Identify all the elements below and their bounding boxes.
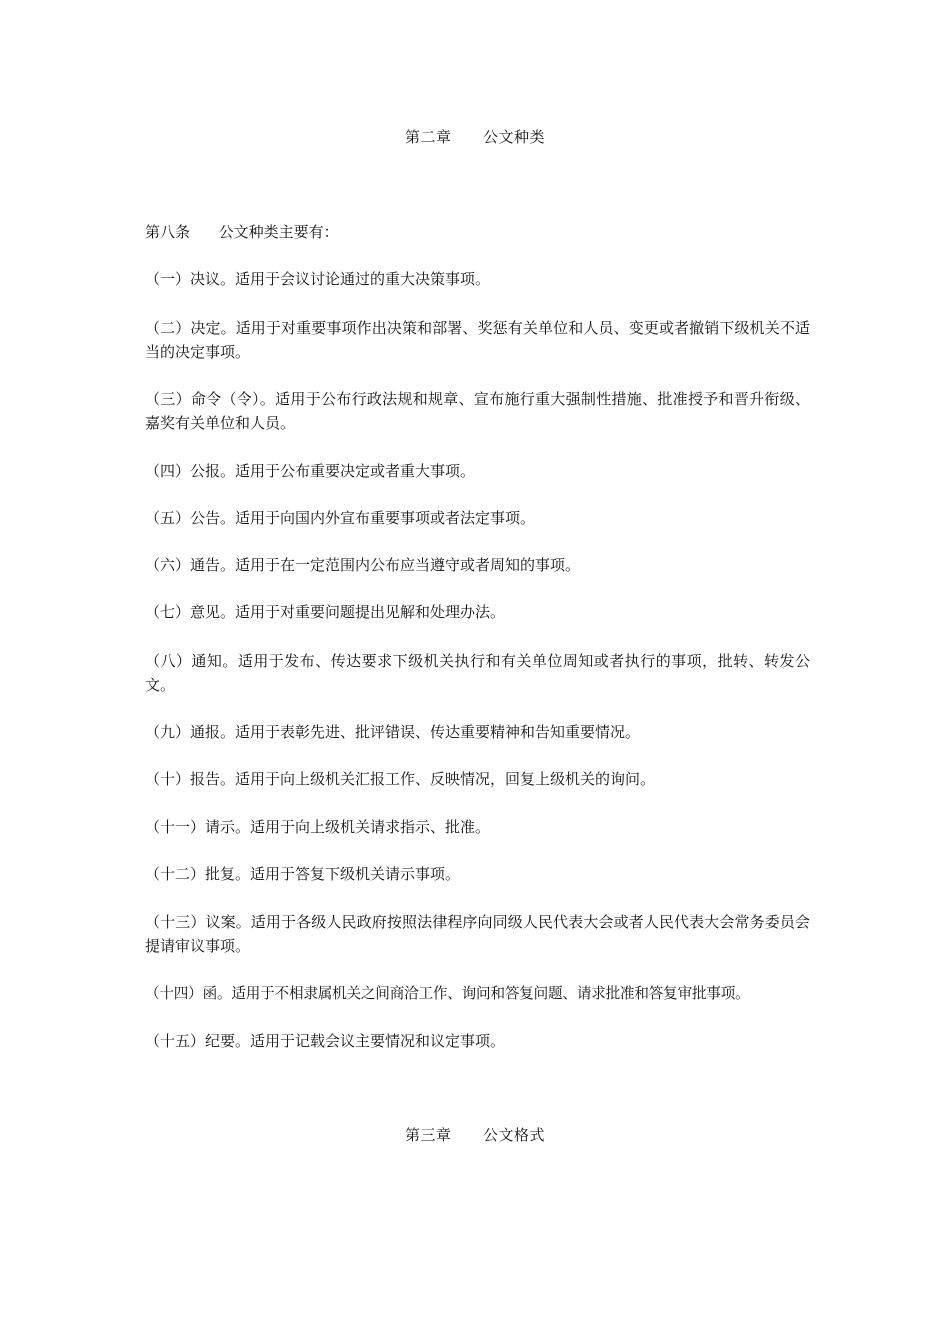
list-item-10: （十）报告。适用于向上级机关汇报工作、反映情况，回复上级机关的询问。	[145, 770, 656, 788]
list-item-3: （三）命令（令）。适用于公布行政法规和规章、宣布施行重大强制性措施、批准授予和晋升衔级、嘉奖有关单位和人员。	[145, 390, 810, 432]
list-item-15: （十五）纪要。适用于记载会议主要情况和议定事项。	[145, 1032, 506, 1050]
article-8-heading: 第八条 公文种类主要有：	[145, 223, 339, 241]
list-item-9: （九）通报。适用于表彰先进、批评错误、传达重要精神和告知重要情况。	[145, 723, 641, 741]
list-item-14: （十四）函。适用于不相隶属机关之间商洽工作、询问和答复问题、请求批准和答复审批事项。	[145, 985, 750, 1002]
list-item-12: （十二）批复。适用于答复下级机关请示事项。	[145, 865, 461, 883]
list-item-2: （二）决定。适用于对重要事项作出决策和部署、奖惩有关单位和人员、变更或者撤销下级机关不适当的决定事项。	[145, 319, 810, 361]
chapter-2-title: 第二章 公文种类	[404, 128, 546, 146]
list-item-6: （六）通告。适用于在一定范围内公布应当遵守或者周知的事项。	[145, 556, 581, 574]
list-item-13: （十三）议案。适用于各级人民政府按照法律程序向同级人民代表大会或者人民代表大会常务委员会提请审议事项。	[145, 913, 810, 955]
chapter-3-title: 第三章 公文格式	[404, 1126, 546, 1144]
list-item-1: （一）决议。适用于会议讨论通过的重大决策事项。	[145, 270, 491, 288]
list-item-5: （五）公告。适用于向国内外宣布重要事项或者法定事项。	[145, 509, 536, 527]
list-item-7: （七）意见。适用于对重要问题提出见解和处理办法。	[145, 603, 506, 621]
list-item-8: （八）通知。适用于发布、传达要求下级机关执行和有关单位周知或者执行的事项，批转、转发公文。	[145, 652, 810, 694]
list-item-4: （四）公报。适用于公布重要决定或者重大事项。	[145, 462, 476, 480]
list-item-11: （十一）请示。适用于向上级机关请求指示、批准。	[145, 818, 491, 836]
